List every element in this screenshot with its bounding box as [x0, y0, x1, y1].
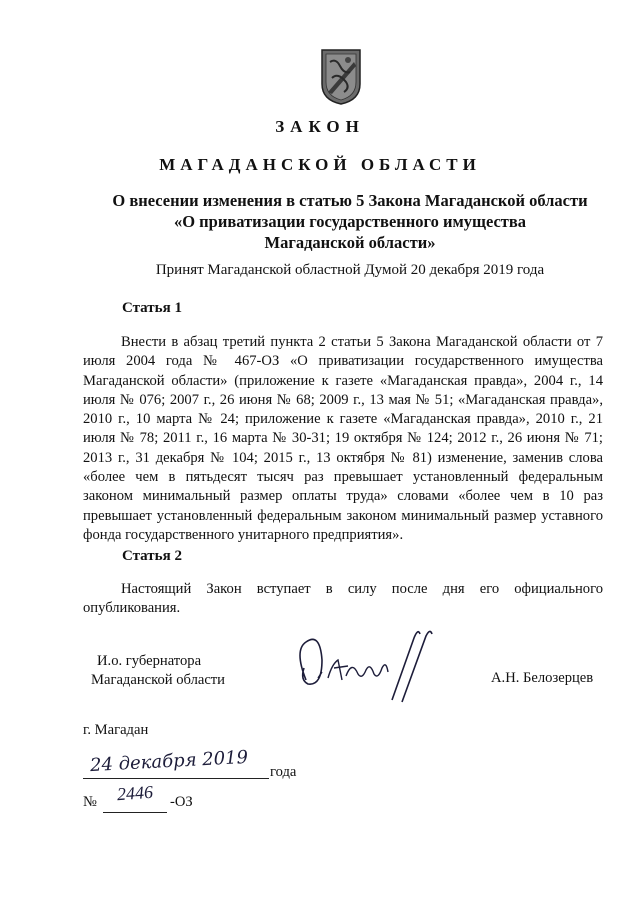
handwritten-signature: [288, 620, 438, 710]
law-number: 2446: [116, 781, 154, 805]
subtitle-line: «О приватизации государственного имущества: [173, 212, 527, 231]
article-1-text: Внести в абзац третий пункта 2 статьи 5 Закона Магаданской области от 7 июля 2004 года № 467-ОЗ «О приватизации государственного имущества Магаданской области» (приложение к газете «Магаданская правда», 2004 г., 14 июля № 076; 2007 г., 26 июня № 68; 2009 г., 13 мая № 51; «Магаданская правда», 2010 г., 10 марта № 24; приложение к газете «Магаданская правда», 2010 г., 21 июля № 78; 2011 г., 16 марта № 30-31; 19 октября № 124; 2012 г., 26 июня № 71; 2013 г., 31 декабря № 104; 2015 г., 13 октября № 81) изменение, заменив слова «более чем в пятьдесят тысяч раз превышает установленный федеральным законом минимальный размер оплаты труда» словами «более чем в 10 раз превышает установленный федеральным законом минимальный размер уставного фонда государственного унитарного предприятия».: [83, 334, 603, 543]
coat-of-arms-icon: [320, 48, 362, 106]
article-1-heading: Статья 1: [122, 300, 182, 316]
subtitle-line: Магаданской области»: [264, 233, 436, 252]
number-suffix: -ОЗ: [170, 794, 193, 810]
city: г. Магадан: [83, 722, 149, 738]
signing-date: 24 декабря 2019: [89, 746, 249, 777]
article-2-heading: Статья 2: [122, 548, 182, 564]
number-sign: №: [83, 794, 97, 810]
position-line: И.о. губернатора: [97, 653, 202, 669]
article-2-text: Настоящий Закон вступает в силу после дня его официального опубликования.: [83, 581, 603, 617]
date-suffix: года: [270, 764, 297, 780]
position-line: Магаданской области: [91, 672, 225, 688]
document-title: ЗАКОН: [275, 117, 365, 136]
region-title: МАГАДАНСКОЙ ОБЛАСТИ: [159, 155, 481, 174]
law-subtitle: [60, 190, 640, 253]
signatory-name: А.Н. Белозерцев: [491, 670, 594, 686]
signatory-position: [91, 652, 251, 690]
subtitle-line: О внесении изменения в статью 5 Закона Магаданской области: [112, 191, 588, 210]
adoption-statement: Принят Магаданской областной Думой 20 декабря 2019 года: [155, 262, 545, 278]
